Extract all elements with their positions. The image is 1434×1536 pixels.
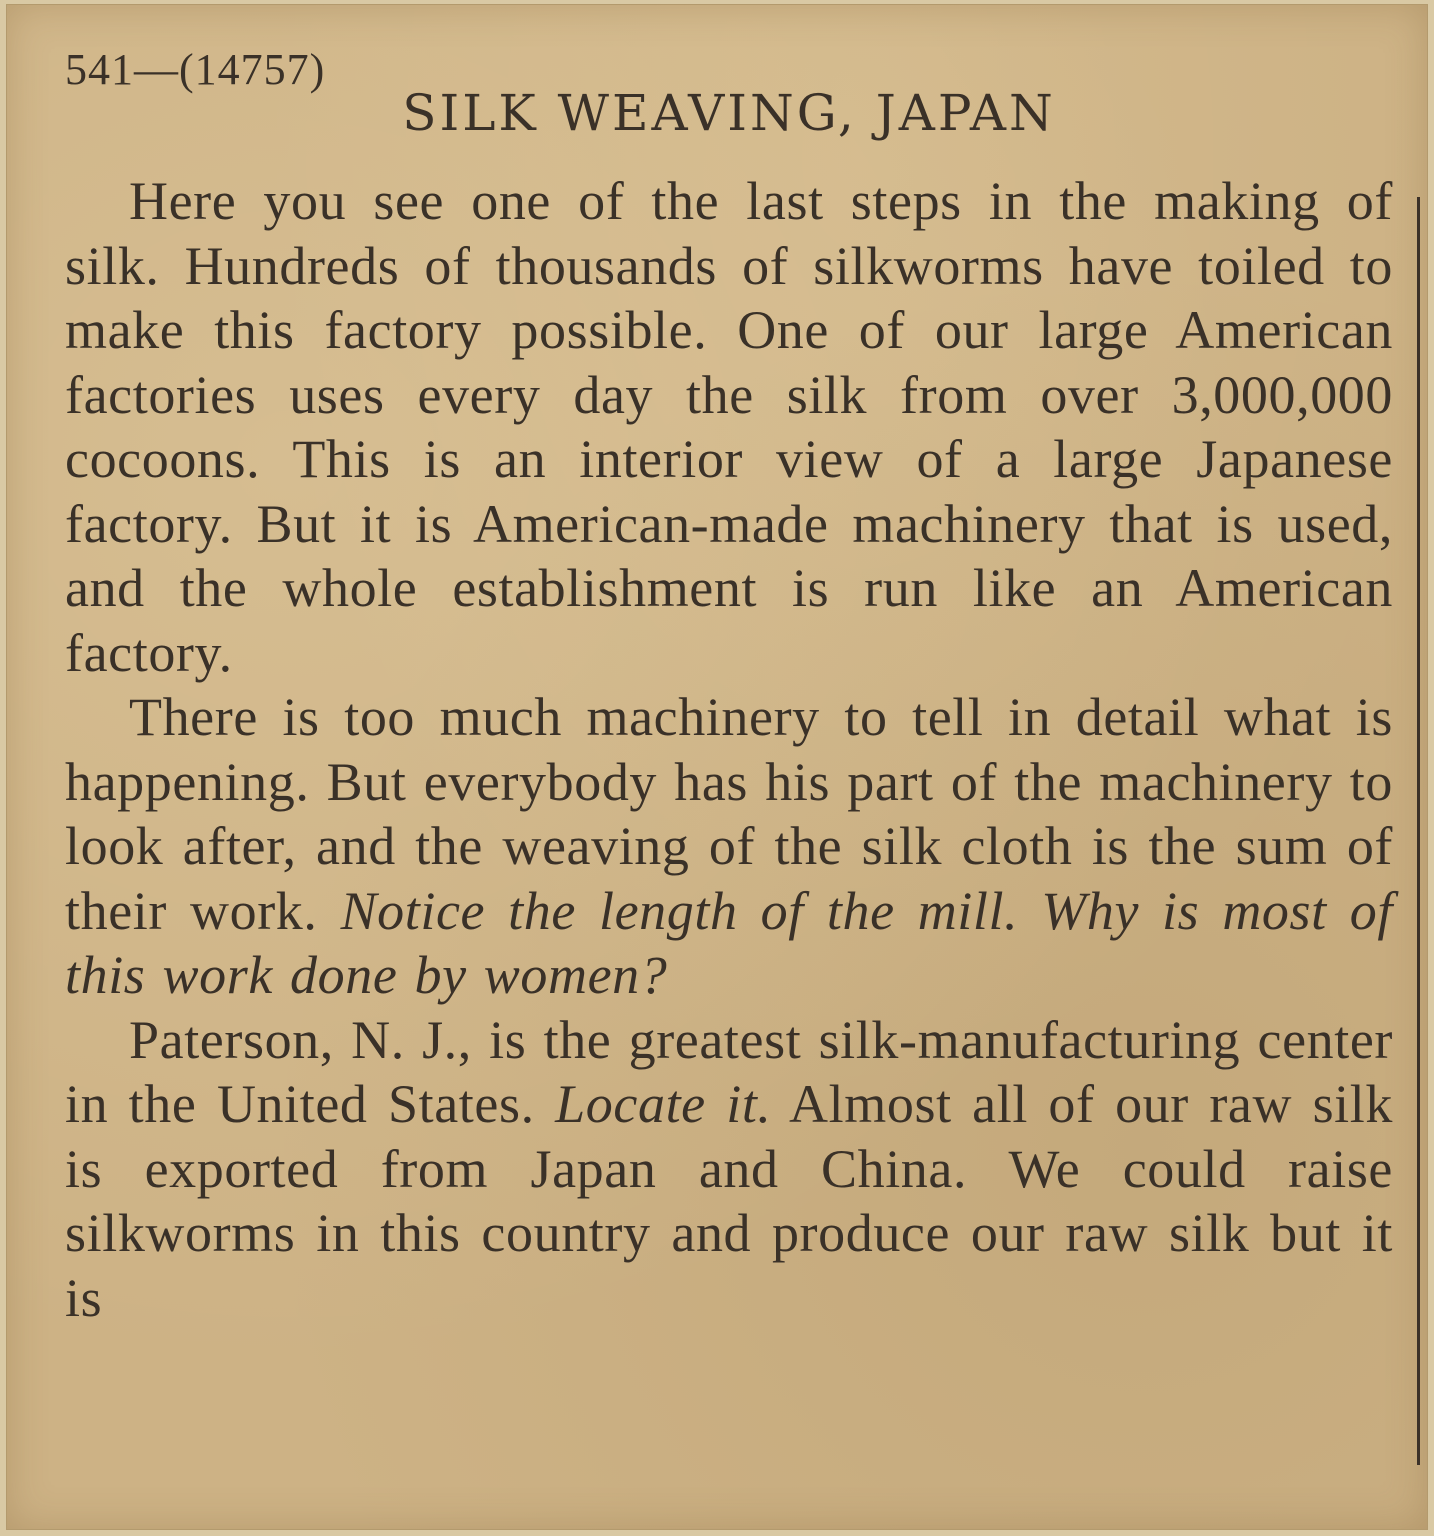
- paragraph-1-text: Here you see one of the last steps in the making of silk. Hundreds of thousands of silkworms have toiled to make this factory possible. One of our large American factories uses every day the silk from over 3,000,000 cocoons. This is an interior view of a large Japanese factory. But it is American-made machinery that is used, and the whole establishment is run like an American factory.: [65, 171, 1393, 683]
- paragraph-2: [65, 685, 1393, 1008]
- paragraph-3: [65, 1008, 1393, 1331]
- catalog-number: 541—(14757): [65, 45, 326, 94]
- card-title: SILK WEAVING, JAPAN: [402, 84, 1056, 142]
- paragraph-3-text-before: Paterson, N. J., is the greatest silk-manufacturing center in the United States.: [65, 1009, 1393, 1134]
- paragraph-3-italic-prompt: Locate it.: [555, 1074, 772, 1134]
- paragraph-2-italic-question: Notice the length of the mill. Why is most of this work done by women?: [65, 880, 1393, 1005]
- vertical-rule: [1417, 197, 1420, 1465]
- paragraph-1: [65, 169, 1393, 685]
- card-text-block: [65, 45, 1393, 1330]
- paragraph-3-text-after: Almost all of our raw silk is exported from Japan and China. We could raise silkworms in this country and produce our raw silk but it is: [65, 1074, 1393, 1328]
- stereoview-card: [6, 4, 1428, 1530]
- paragraph-2-text: There is too much machinery to tell in detail what is happening. But everybody has his part of the machinery to look after, and the weaving of the silk cloth is the sum of their work.: [65, 687, 1393, 941]
